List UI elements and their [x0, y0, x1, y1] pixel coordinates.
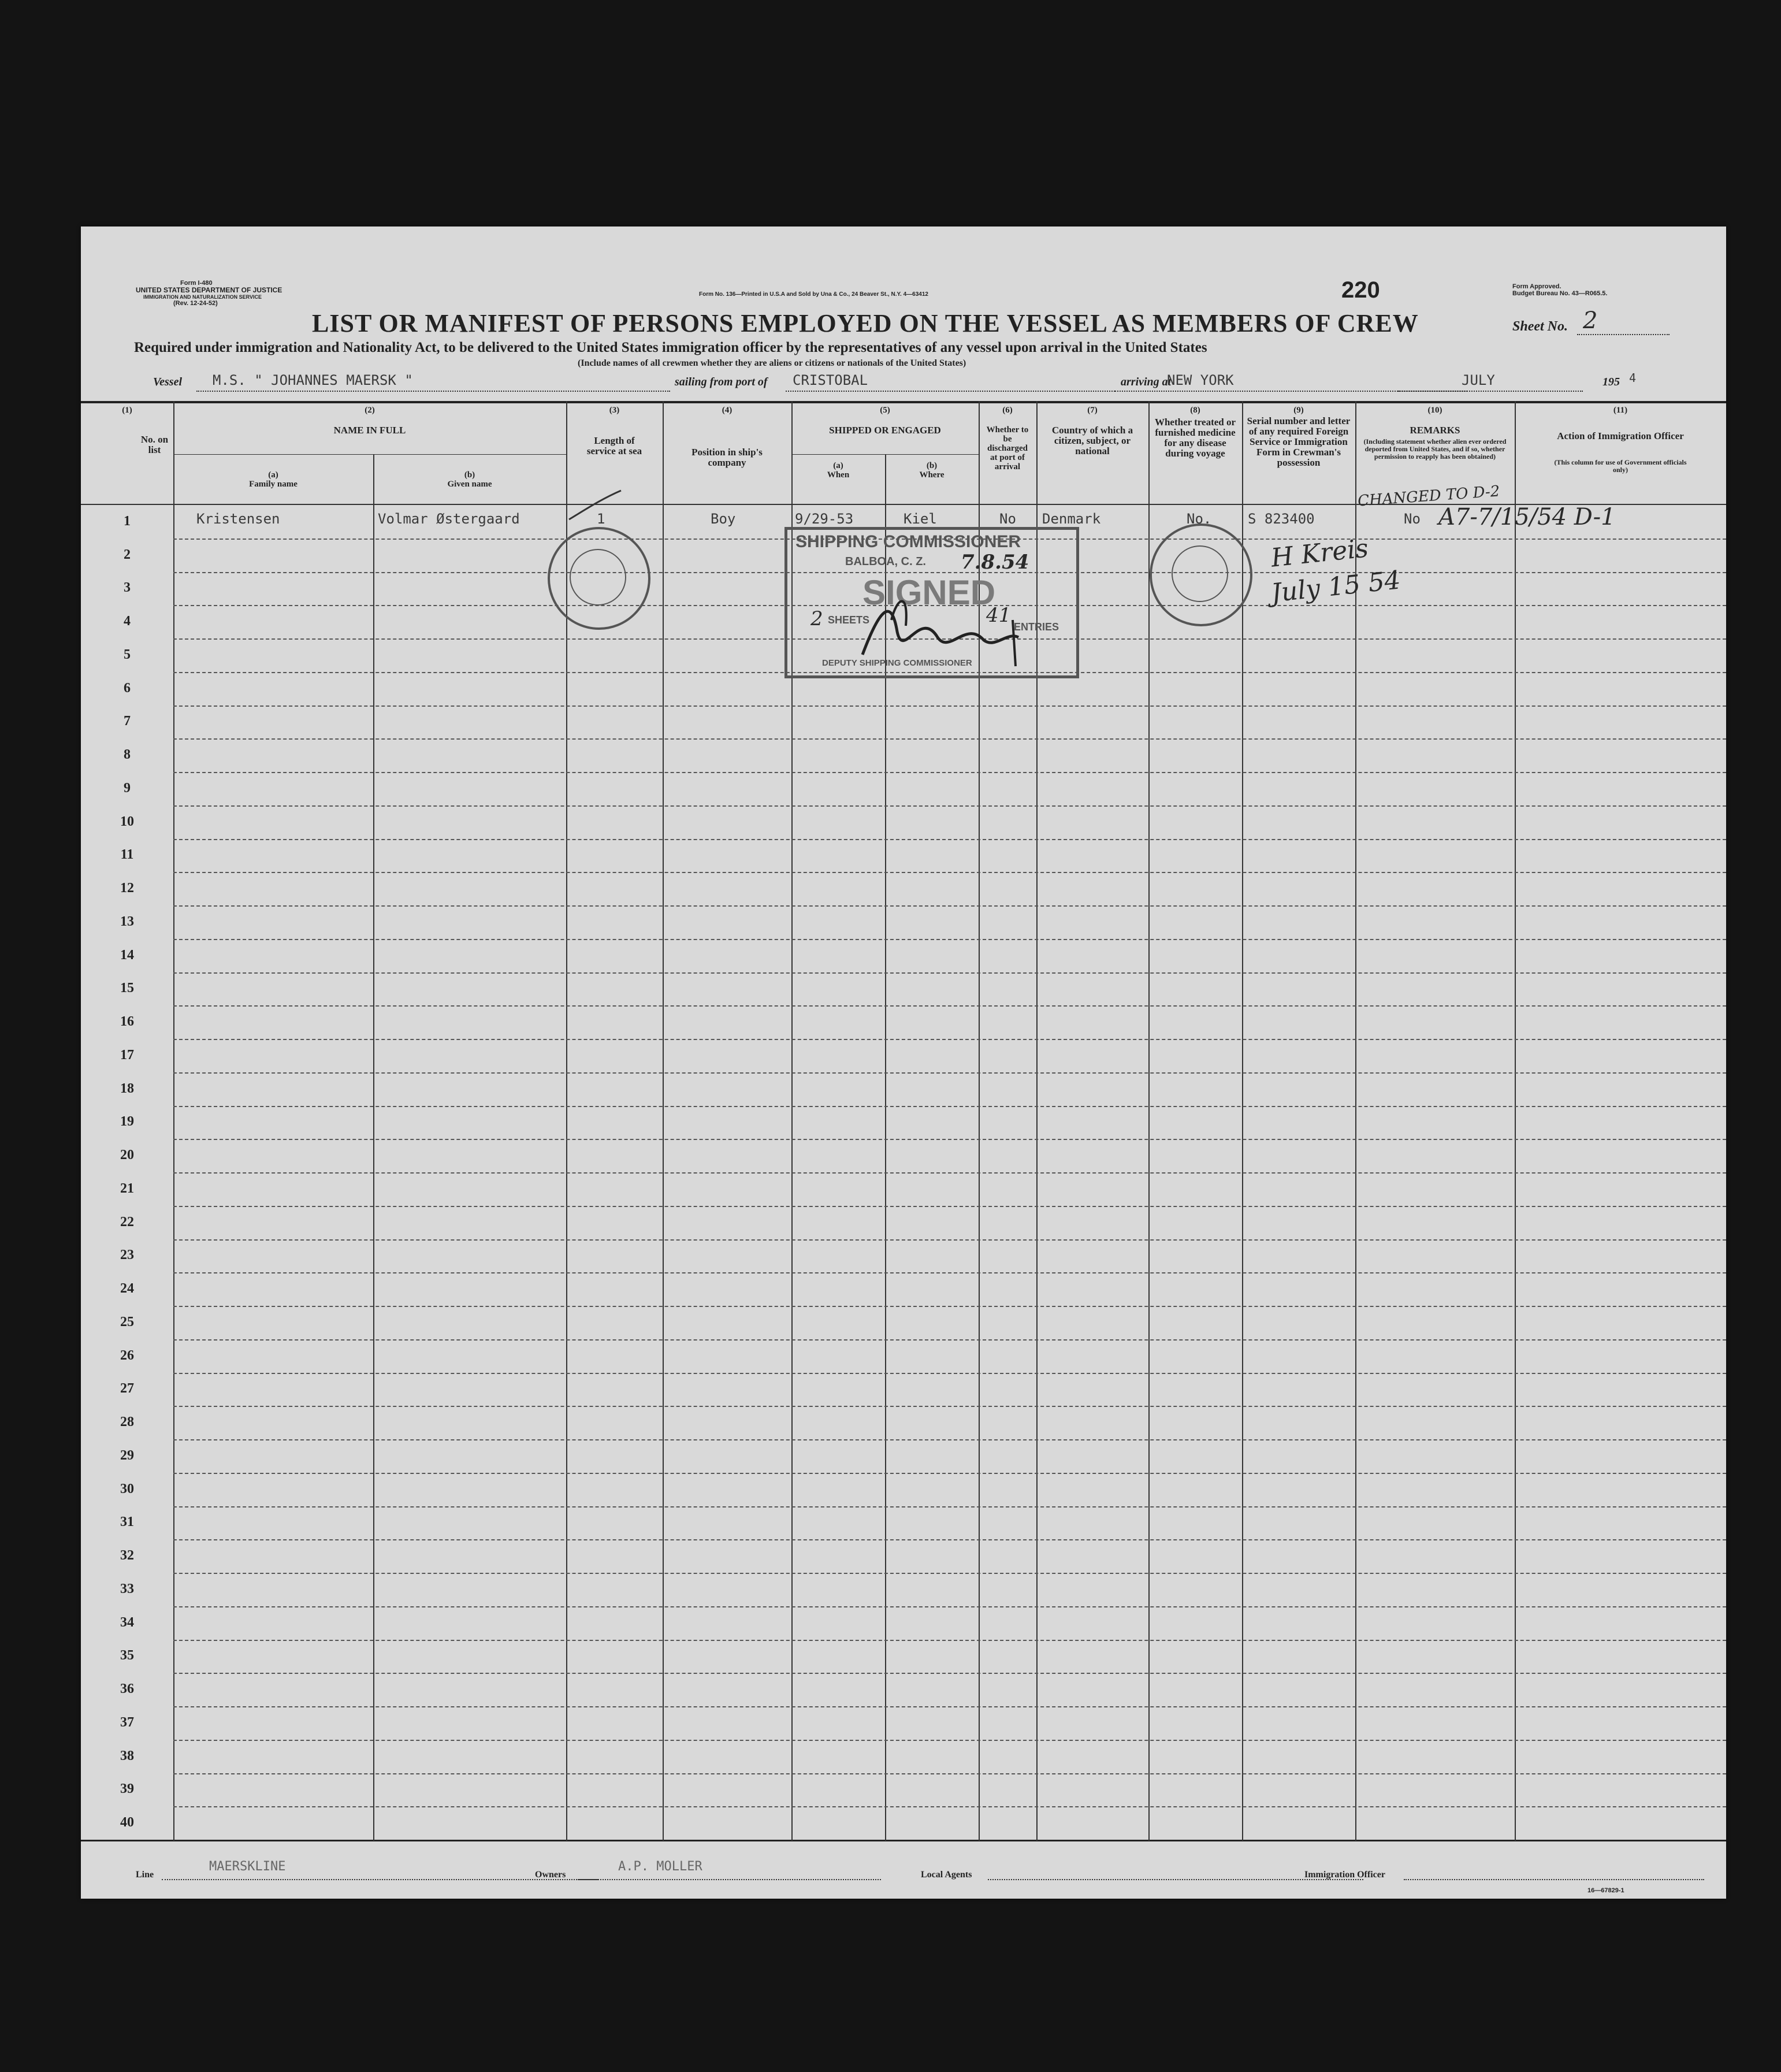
col11-number: (11) [1613, 406, 1628, 415]
row-number: 33 [120, 1581, 134, 1596]
col4-header: Position in ship's company [691, 447, 763, 468]
col5-number: (5) [880, 406, 890, 415]
row-rule [173, 1406, 1726, 1407]
stamp-footer: DEPUTY SHIPPING COMMISSIONER [822, 658, 972, 668]
row-number: 3 [124, 580, 131, 596]
row-rule [173, 772, 1726, 773]
col6-header: Whether to be discharged at port of arrival [986, 425, 1029, 471]
row-number: 22 [120, 1214, 134, 1230]
row-rule [173, 1172, 1726, 1174]
row1-remarks: No [1404, 511, 1421, 527]
col5a-header: When [827, 470, 850, 480]
row1-position: Boy [711, 511, 736, 527]
vessel-name: M.S. " JOHANNES MAERSK " [213, 372, 413, 388]
stamp-signature [857, 585, 1030, 672]
row-rule [173, 872, 1726, 873]
row1-medicine: No. [1187, 511, 1212, 527]
row-rule [173, 839, 1726, 840]
row1-where: Kiel [903, 511, 937, 527]
col5-header: SHIPPED OR ENGAGED [829, 425, 941, 436]
row-number: 27 [120, 1381, 134, 1397]
row-rule [173, 905, 1726, 907]
row-number: 23 [120, 1247, 134, 1263]
col4-number: (4) [722, 406, 733, 415]
row-number: 34 [120, 1614, 134, 1630]
sailing-from-port: CRISTOBAL [793, 372, 868, 388]
page-stamp-number: 220 [1341, 277, 1380, 303]
row-rule [173, 1773, 1726, 1774]
col8-number: (8) [1190, 406, 1200, 415]
arriving-at-label: arriving at [1121, 376, 1172, 388]
row1-family-name: Kristensen [196, 511, 280, 527]
col3-header: Length of service at sea [586, 435, 642, 456]
row-number: 40 [120, 1815, 134, 1830]
agency-service: IMMIGRATION AND NATURALIZATION SERVICE [143, 294, 262, 300]
row-number: 8 [124, 747, 131, 763]
row-rule [173, 1439, 1726, 1440]
footer-line-value: MAERSKLINE [209, 1859, 286, 1874]
sheet-number-line [1577, 334, 1670, 335]
arrival-month: JULY [1462, 372, 1495, 388]
manifest-sheet [81, 226, 1726, 1899]
footer-owners-value: A.P. MOLLER [618, 1859, 702, 1874]
col10-header: REMARKS [1410, 425, 1460, 436]
crew-table [81, 401, 1726, 1841]
footer-agents-label: Local Agents [921, 1870, 972, 1880]
remarks-handwriting-changed: CHANGED TO D-2 [1357, 482, 1501, 510]
stamp-entries-label: ENTRIES [1014, 621, 1059, 633]
stamp-date: 7.8.54 [961, 551, 1029, 574]
row-number: 7 [124, 714, 131, 729]
row1-length: 1 [597, 511, 605, 527]
footer-print-code: 16—67829-1 [1587, 1887, 1624, 1894]
row-number: 39 [120, 1781, 134, 1797]
col5b-number: (b) [926, 461, 938, 470]
officer-initials: H Kreis [1269, 533, 1370, 573]
row-number: 12 [120, 881, 134, 896]
row-rule [173, 1573, 1726, 1574]
row-rule [173, 705, 1726, 707]
row-number: 5 [124, 647, 131, 662]
agency-name: UNITED STATES DEPARTMENT OF JUSTICE [136, 286, 282, 294]
row1-serial: S 823400 [1248, 511, 1315, 527]
row-number: 26 [120, 1347, 134, 1363]
col11-subheader: (This column for use of Government officials only) [1554, 458, 1687, 474]
page-subtitle: Required under immigration and Nationality Act, to be delivered to the United States immigration officer by the representatives of any vessel upon arrival in the United States [134, 340, 1207, 355]
row-rule [173, 972, 1726, 974]
col3-number: (3) [609, 406, 620, 415]
footer-officer-label: Immigration Officer [1304, 1870, 1385, 1880]
round-stamp-left-inner [570, 549, 626, 606]
footer-line-rule [162, 1879, 598, 1880]
form-number: Form I-480 [180, 280, 213, 287]
row-number: 28 [120, 1414, 134, 1430]
row-rule [173, 1673, 1726, 1674]
col6-number: (6) [1002, 406, 1013, 415]
stamp-sheets-count: 2 [810, 607, 823, 630]
officer-date: July 15 54 [1269, 565, 1402, 608]
row-number: 31 [120, 1514, 134, 1530]
form-revision: (Rev. 12-24-52) [173, 300, 218, 307]
stamp-location: BALBOA, C. Z. [845, 555, 926, 568]
row-rule [173, 1640, 1726, 1641]
row-number: 1 [124, 513, 131, 529]
row-number: 25 [120, 1314, 134, 1330]
sailing-from-label: sailing from port of [675, 376, 768, 388]
row-rule [173, 1206, 1726, 1207]
stamp-entries-count: 41 [986, 604, 1012, 627]
row-rule [173, 1806, 1726, 1807]
row-rule [173, 1039, 1726, 1040]
col7-number: (7) [1087, 406, 1098, 415]
sailing-line [786, 391, 1115, 392]
row-number: 32 [120, 1548, 134, 1564]
row-rule [173, 1339, 1726, 1341]
month-line [1398, 391, 1583, 392]
row-rule [173, 1740, 1726, 1741]
arriving-at-port: NEW YORK [1167, 372, 1234, 388]
form-approved: Form Approved. [1512, 283, 1561, 290]
round-stamp-right-inner [1172, 545, 1228, 602]
row-rule [173, 1306, 1726, 1307]
col9-header: Serial number and letter of any required Foreign Service or Immigration Form in Crewman's possession [1247, 415, 1351, 468]
footer-line-label: Line [136, 1870, 154, 1880]
col9-number: (9) [1293, 406, 1304, 415]
arrival-year: 195 [1602, 376, 1620, 388]
row1-when: 9/29-53 [795, 511, 854, 527]
footer-owners-label: Owners [535, 1870, 566, 1880]
row-rule [173, 1706, 1726, 1707]
col10-number: (10) [1427, 406, 1442, 415]
row-number: 35 [120, 1648, 134, 1663]
row-number: 9 [124, 780, 131, 796]
col5a-number: (a) [833, 461, 843, 470]
page-subtitle-note: (Include names of all crewmen whether they are aliens or citizens or nationals of the United States) [578, 358, 966, 368]
col1-number: (1) [122, 406, 132, 415]
row-number: 16 [120, 1014, 134, 1030]
stamp-heading: SHIPPING COMMISSIONER [795, 532, 1021, 551]
row-number: 38 [120, 1748, 134, 1763]
row-rule [173, 1139, 1726, 1140]
row-number: 18 [120, 1080, 134, 1096]
row-number: 4 [124, 614, 131, 629]
sheet-number: 2 [1583, 307, 1598, 334]
row-rule [173, 939, 1726, 940]
col5b-header: Where [919, 470, 945, 480]
row-rule [173, 1473, 1726, 1474]
col2-header: NAME IN FULL [333, 425, 406, 436]
row-number: 2 [124, 547, 131, 562]
col7-header: Country of which a citizen, subject, or national [1051, 425, 1133, 456]
col11-header: Action of Immigration Officer [1557, 430, 1684, 441]
row-number: 29 [120, 1447, 134, 1463]
footer-officer-rule [1404, 1879, 1704, 1880]
row-number: 10 [120, 814, 134, 829]
row-number: 37 [120, 1714, 134, 1730]
col2-number: (2) [365, 406, 375, 415]
col8-header: Whether treated or furnished medicine for any disease during voyage [1154, 417, 1236, 459]
row-rule [173, 1506, 1726, 1507]
col10-subheader: (Including statement whether alien ever ordered deported from United States, and if so, whether permission to reapply has been obtained) [1363, 437, 1507, 461]
row1-given-name: Volmar Østergaard [378, 511, 520, 527]
crew-rows [81, 505, 1726, 1840]
arrival-year-digit: 4 [1629, 371, 1637, 385]
row-rule [173, 738, 1726, 740]
row-number: 13 [120, 914, 134, 929]
row-number: 11 [120, 847, 134, 863]
col2a-number: (a) [268, 470, 278, 480]
footer-owners-rule [578, 1879, 881, 1880]
row1-discharged: No [999, 511, 1016, 527]
row-rule [173, 805, 1726, 807]
stamp-signed: SIGNED [862, 573, 996, 612]
check-mark [566, 488, 624, 522]
col1-header: No. on list [140, 434, 169, 455]
row-number: 36 [120, 1681, 134, 1697]
row-rule [173, 1373, 1726, 1374]
row-number: 14 [120, 947, 134, 963]
row-rule [173, 1606, 1726, 1607]
row1-country: Denmark [1042, 511, 1101, 527]
row-rule [173, 1106, 1726, 1107]
row-number: 30 [120, 1481, 134, 1497]
row-rule [173, 1005, 1726, 1007]
vessel-line [196, 391, 670, 392]
row-number: 17 [120, 1047, 134, 1063]
row-number: 6 [124, 680, 131, 696]
row-number: 15 [120, 981, 134, 996]
row-number: 21 [120, 1180, 134, 1196]
shipping-commissioner-stamp [784, 527, 1079, 678]
col2b-header: Given name [447, 480, 492, 489]
col2a-header: Family name [249, 480, 298, 489]
row-number: 24 [120, 1281, 134, 1297]
row-number: 19 [120, 1114, 134, 1130]
row-rule [173, 1272, 1726, 1273]
vessel-label: Vessel [153, 376, 182, 388]
row-number: 20 [120, 1148, 134, 1163]
row-rule [173, 1539, 1726, 1540]
stamp-sheets-label: SHEETS [828, 614, 870, 626]
row-rule [173, 1072, 1726, 1074]
col2b-number: (b) [464, 470, 475, 480]
page-title: LIST OR MANIFEST OF PERSONS EMPLOYED ON THE VESSEL AS MEMBERS OF CREW [312, 309, 1419, 337]
row-rule [173, 1239, 1726, 1241]
budget-bureau: Budget Bureau No. 43—R065.5. [1512, 290, 1608, 297]
sheet-label: Sheet No. [1512, 319, 1568, 334]
printer-note: Form No. 136—Printed in U.S.A and Sold by Una & Co., 24 Beaver St., N.Y. 4—63412 [699, 291, 928, 298]
remarks-handwriting-date: A7-7/15/54 D-1 [1438, 504, 1616, 530]
